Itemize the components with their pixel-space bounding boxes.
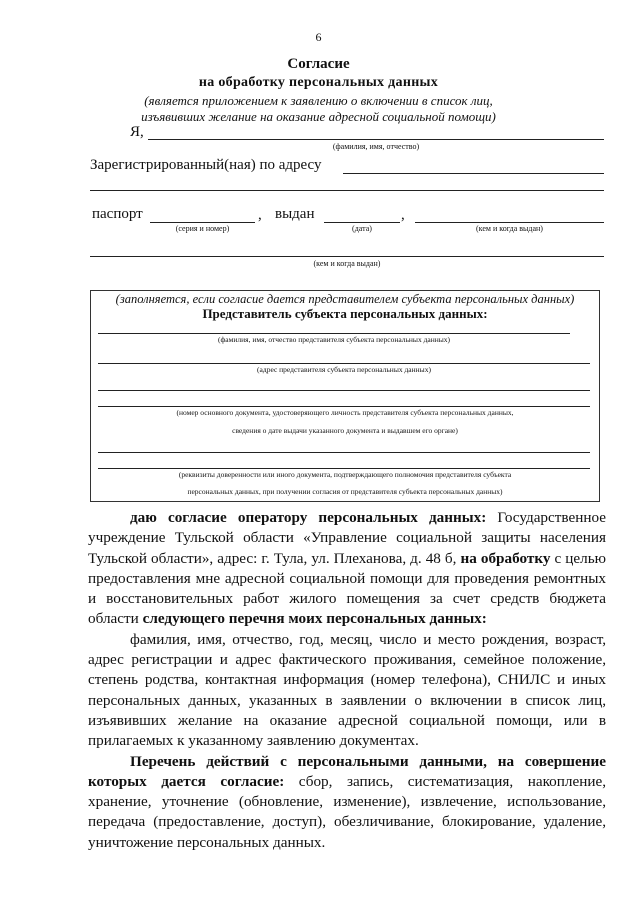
rep-address-caption: (адрес представителя субъекта персональных данных) (257, 365, 431, 374)
issued-by-caption: (кем и когда выдан) (476, 224, 543, 233)
rep-doc-caption-2: сведения о дате выдачи указанного документа и выдавшем его органе) (232, 426, 458, 435)
issued-by-caption-2: (кем и когда выдан) (313, 259, 381, 268)
actions-heading: Перечень действий с персональными данными, на совершение которых дается согласие: (88, 752, 606, 790)
rep-heading: Представитель субъекта персональных данных: (202, 306, 488, 321)
comma-1: , (258, 207, 262, 223)
consent-paragraph-1 (88, 508, 606, 630)
note-line-1: (является приложением к заявлению о включении в список лиц, (144, 93, 493, 108)
address-field-1[interactable] (343, 173, 604, 174)
document-subtitle: на обработку персональных данных (198, 75, 439, 90)
rep-proxy-field-1[interactable] (98, 452, 590, 453)
operator-text: Государственное учреждение Тульской области «Управление социальной защиты населения Тульской области», адрес: г. Тула, ул. Плеханова, д. 48 б, (88, 509, 607, 567)
series-caption: (серия и номер) (175, 224, 230, 233)
passport-series-field[interactable] (150, 222, 255, 223)
consent-paragraph-3 (88, 752, 606, 853)
passport-label: паспорт (92, 206, 143, 222)
fio-caption: (фамилия, имя, отчество) (332, 142, 420, 151)
i-label: Я, (130, 124, 144, 140)
consent-bold-3: следующего перечня моих персональных данных: (142, 610, 487, 628)
document-title: Согласие (287, 56, 350, 72)
date-caption: (дата) (352, 224, 372, 233)
fio-field[interactable] (148, 139, 604, 140)
purpose-text: с целью предоставления мне адресной социальной помощи для проведения ремонтных и восстановительных работ жилого помещения за счет средств бюджета области (88, 549, 607, 628)
consent-bold-2: на обработку (460, 549, 551, 567)
rep-fio-caption: (фамилия, имя, отчество представителя субъекта персональных данных) (217, 335, 451, 344)
issued-by-field-2[interactable] (90, 256, 604, 257)
rep-doc-caption-1: (номер основного документа, удостоверяющего личность представителя субъекта персональных данных, (176, 408, 514, 417)
comma-2: , (401, 207, 405, 223)
note-line-2: изъявивших желание на оказание адресной социальной помощи) (141, 109, 496, 124)
rep-proxy-field-2[interactable] (98, 468, 590, 469)
registered-label: Зарегистрированный(ная) по адресу (90, 157, 322, 173)
address-field-2[interactable] (90, 190, 604, 191)
actions-text: сбор, запись, систематизация, накопление, хранение, уточнение (обновление, изменение), извлечение, использование, передача (предоставление, доступ), обезличивание, блокирование, удаление, уничтожение персональных данных. (88, 772, 607, 851)
rep-address-field[interactable] (98, 363, 590, 364)
consent-bold-1: даю согласие оператору персональных данных: (130, 509, 487, 526)
rep-note: (заполняется, если согласие дается представителем субъекта персональных данных) (115, 292, 575, 306)
rep-doc-field-2[interactable] (98, 406, 590, 407)
issued-by-field[interactable] (415, 222, 604, 223)
rep-proxy-caption-1: (реквизиты доверенности или иного документа, подтверждающего полномочия представителя субъекта (178, 470, 512, 479)
page-number: 6 (315, 30, 322, 44)
issue-date-field[interactable] (324, 222, 400, 223)
rep-doc-field-1[interactable] (98, 390, 590, 391)
issued-label: выдан (275, 206, 315, 222)
rep-proxy-caption-2: персональных данных, при получении согласия от представителя субъекта персональных данных) (187, 487, 503, 496)
rep-fio-field[interactable] (98, 333, 570, 334)
consent-paragraph-2: фамилия, имя, отчество, год, месяц, число и место рождения, возраст, адрес регистрации и адрес фактического проживания, семейное положение, степень родства, контактная информация (номер телефона), СНИЛС и иных персональных данных, указанных в заявлении о включении в список лиц, изъявивших желание на оказание адресной социальной помощи, или в прилагаемых к указанному заявлению документах. (88, 630, 606, 750)
consent-body (88, 508, 606, 853)
